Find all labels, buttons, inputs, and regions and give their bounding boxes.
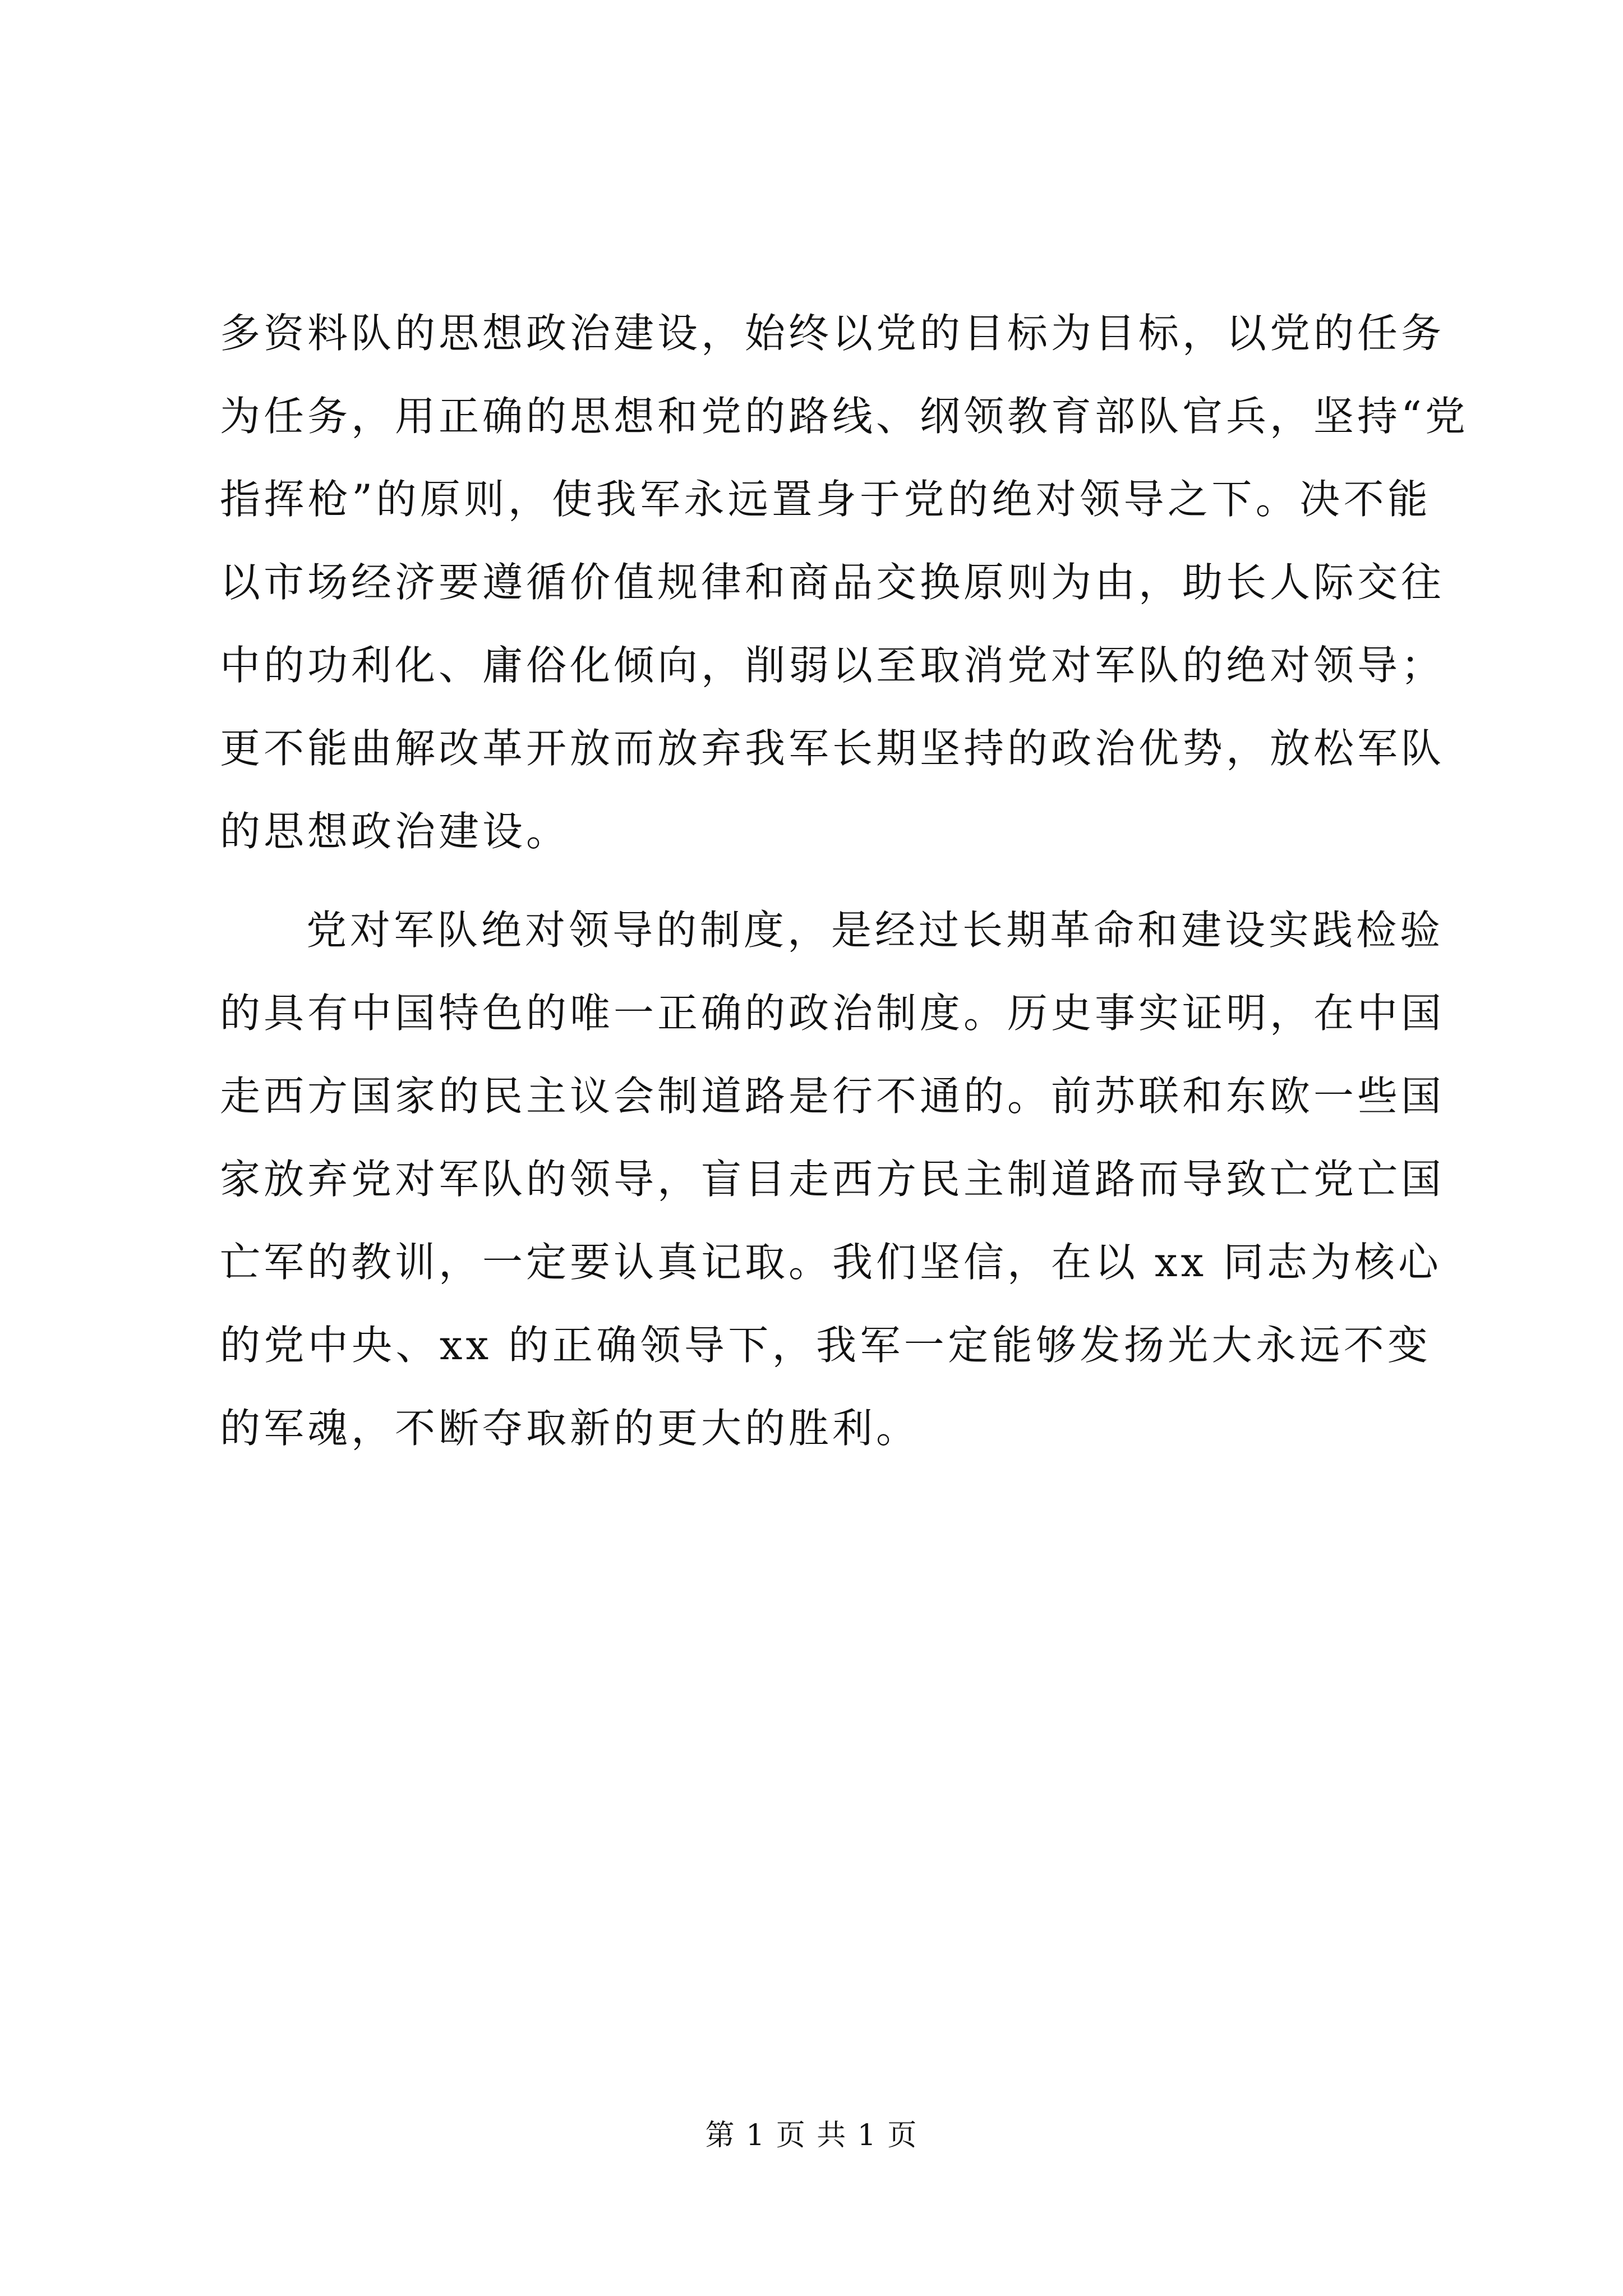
text-line: 的党中央、xx 的正确领导下，我军一定能够发扬光大永远不变 — [220, 1322, 1431, 1369]
text-line: 中的功利化、庸俗化倾向，削弱以至取消党对军队的绝对领导； — [220, 642, 1445, 689]
text-line: 为任务，用正确的思想和党的路线、纲领教育部队官兵，坚持“党 — [220, 393, 1469, 440]
text-line: 以市场经济要遵循价值规律和商品交换原则为由，助长人际交往 — [220, 559, 1445, 606]
document-body — [220, 292, 1469, 1470]
text-line: 党对军队绝对领导的制度，是经过长期革命和建设实践检验 — [306, 907, 1444, 954]
text-line: 的思想政治建设。 — [220, 808, 570, 855]
text-line: 更不能曲解改革开放而放弃我军长期坚持的政治优势，放松军队 — [220, 725, 1445, 772]
text-line: 亡军的教训，一定要认真记取。我们坚信，在以 xx 同志为核心 — [220, 1239, 1442, 1286]
page-number-footer: 第 1 页 共 1 页 — [705, 2119, 918, 2152]
text-line: 的具有中国特色的唯一正确的政治制度。历史事实证明，在中国 — [220, 990, 1445, 1037]
text-line: 走西方国家的民主议会制道路是行不通的。前苏联和东欧一些国 — [220, 1073, 1445, 1120]
text-line: 家放弃党对军队的领导，盲目走西方民主制道路而导致亡党亡国 — [220, 1156, 1445, 1203]
text-line: 多资料队的思想政治建设，始终以党的目标为目标，以党的任务 — [220, 310, 1445, 357]
text-line: 指挥枪”的原则，使我军永远置身于党的绝对领导之下。决不能 — [220, 476, 1431, 523]
paragraph-1 — [220, 292, 1469, 873]
paragraph-spacer — [220, 873, 1431, 889]
text-line: 的军魂，不断夺取新的更大的胜利。 — [220, 1405, 920, 1452]
paragraph-2 — [220, 889, 1445, 1470]
